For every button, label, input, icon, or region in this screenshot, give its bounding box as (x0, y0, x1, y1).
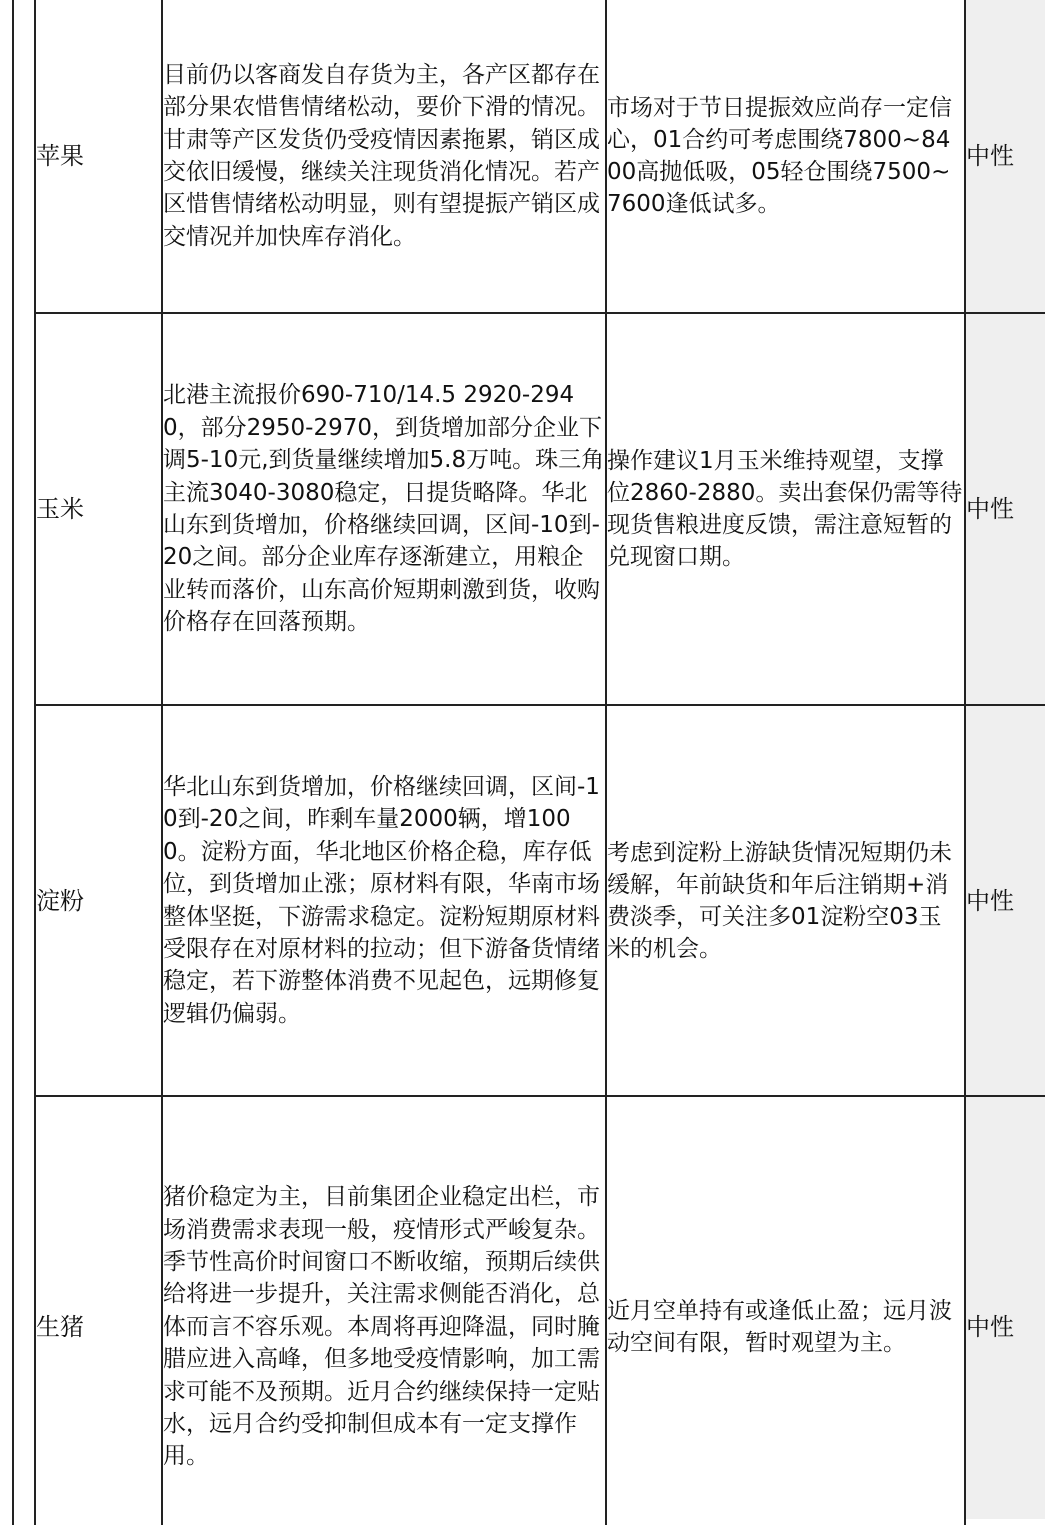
rating-cell: 中性 (965, 1096, 1045, 1525)
bottom-rule-tick (12, 1519, 14, 1525)
market-detail-cell: 猪价稳定为主，目前集团企业稳定出栏，市场消费需求表现一般，疫情形式严峻复杂。季节性高价时间窗口不断收缩，预期后续供给将进一步提升，关注需求侧能否消化，总体而言不容乐观。本周将再迎降温，同时腌腊应进入高峰，但多地受疫情影响，加工需求可能不及预期。近月合约继续保持一定贴水，远月合约受抑制但成本有一定支撑作用。 (162, 1096, 606, 1525)
left-margin-rule (12, 0, 14, 1525)
strategy-cell: 市场对于节日提振效应尚存一定信心，01合约可考虑围绕7800~8400高抛低吸，05轻仓围绕7500~7600逢低试多。 (606, 0, 965, 313)
rating-cell: 中性 (965, 705, 1045, 1096)
bottom-rule-tick (605, 1519, 607, 1525)
market-detail-cell: 华北山东到货增加，价格继续回调，区间-10到-20之间，昨剩车量2000辆，增1000。淀粉方面，华北地区价格企稳，库存低位，到货增加止涨；原材料有限，华南市场整体坚挺，下游需求稳定。淀粉短期原材料受限存在对原材料的拉动；但下游备货情绪稳定，若下游整体消费不见起色，远期修复逻辑仍偏弱。 (162, 705, 606, 1096)
commodity-name-cell: 淀粉 (35, 705, 162, 1096)
commodity-outlook-table (34, 0, 1045, 1525)
table-row-corn (35, 313, 1045, 705)
bottom-rule-tick (964, 1519, 966, 1525)
commodity-name-cell: 玉米 (35, 313, 162, 705)
market-detail-cell: 北港主流报价690-710/14.5 2920-2940，部分2950-2970，到货增加部分企业下调5-10元,到货量继续增加5.8万吨。珠三角主流3040-3080稳定，日提货略降。华北山东到货增加，价格继续回调，区间-10到-20之间。部分企业库存逐渐建立，用粮企业转而落价，山东高价短期刺激到货，收购价格存在回落预期。 (162, 313, 606, 705)
bottom-rule-tick (161, 1519, 163, 1525)
strategy-cell: 近月空单持有或逢低止盈；远月波动空间有限，暂时观望为主。 (606, 1096, 965, 1525)
table-row-hog (35, 1096, 1045, 1525)
rating-cell: 中性 (965, 313, 1045, 705)
commodity-name-cell: 苹果 (35, 0, 162, 313)
market-detail-cell: 目前仍以客商发自存货为主，各产区都存在部分果农惜售情绪松动，要价下滑的情况。甘肃等产区发货仍受疫情因素拖累，销区成交依旧缓慢，继续关注现货消化情况。若产区惜售情绪松动明显，则有望提振产销区成交情况并加快库存消化。 (162, 0, 606, 313)
commodity-name-cell: 生猪 (35, 1096, 162, 1525)
bottom-rule-tick (34, 1519, 36, 1525)
bottom-cutoff (0, 1519, 1045, 1525)
strategy-cell: 操作建议1月玉米维持观望，支撑位2860-2880。卖出套保仍需等待现货售粮进度反馈，需注意短暂的兑现窗口期。 (606, 313, 965, 705)
table-row-starch (35, 705, 1045, 1096)
table-row-apple (35, 0, 1045, 313)
rating-cell: 中性 (965, 0, 1045, 313)
strategy-cell: 考虑到淀粉上游缺货情况短期仍未缓解，年前缺货和年后注销期+消费淡季，可关注多01淀粉空03玉米的机会。 (606, 705, 965, 1096)
